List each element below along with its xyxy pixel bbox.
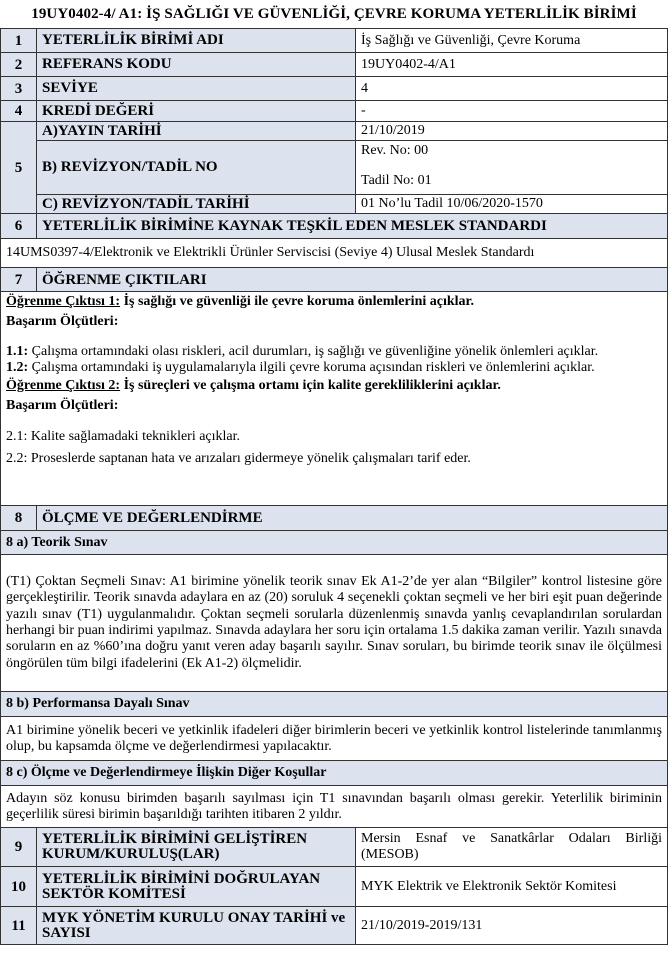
amendment-number: Tadil No: 01	[361, 173, 432, 188]
criterion-2-1: 2.1: Kalite sağlamadaki teknikleri açıklar.	[6, 429, 241, 444]
row-value: 21/10/2019	[356, 122, 668, 141]
row-source-standard-value	[1, 239, 668, 268]
row-label: B) REVİZYON/TADİL NO	[37, 141, 356, 195]
row-other-conditions-title	[1, 761, 668, 786]
row-number: 6	[1, 214, 37, 239]
row-performance-exam-title	[1, 692, 668, 717]
row-value: Mersin Esnaf ve Sanatkârlar Odaları Birliği (MESOB)	[356, 828, 668, 867]
row-value: 01 No’lu Tadil 10/06/2020-1570	[356, 195, 668, 214]
row-number: 2	[1, 53, 37, 77]
row-publication-date	[1, 122, 668, 141]
criterion-2-2: 2.2: Proseslerde saptanan hata ve arızaları gidermeye yönelik çalışmaları tarif eder.	[6, 451, 471, 466]
row-number: 7	[1, 268, 37, 292]
section-heading: ÖĞRENME ÇIKTILARI	[37, 268, 668, 292]
row-value: 21/10/2019-2019/131	[356, 907, 668, 945]
subsection-heading: 8 a) Teorik Sınav	[1, 531, 668, 555]
row-value	[356, 141, 668, 195]
row-other-conditions-text	[1, 786, 668, 828]
criteria-heading: Başarım Ölçütleri:	[6, 398, 119, 413]
source-standard-text: 14UMS0397-4/Elektronik ve Elektrikli Ürünler Serviscisi (Seviye 4) Ulusal Meslek Standardı	[1, 239, 668, 268]
row-performance-exam-text	[1, 717, 668, 761]
row-value: İş Sağlığı ve Güvenliği, Çevre Koruma	[356, 29, 668, 53]
other-conditions-text: Adayın söz konusu birimden başarılı sayılması için T1 sınavından başarılı olması gerekir. Yeterlilik biriminin geçerlilik süresi birimin başarıldığı tarihten itibaren 2 yıldır.	[1, 786, 668, 828]
row-label: A)YAYIN TARİHİ	[37, 122, 356, 141]
row-developer	[1, 828, 668, 867]
row-label: MYK YÖNETİM KURULU ONAY TARİHİ ve SAYISI	[37, 907, 356, 945]
learning-outcomes-content	[1, 292, 668, 506]
row-approval	[1, 907, 668, 945]
row-verifying-committee	[1, 867, 668, 907]
row-number: 11	[1, 907, 37, 945]
subsection-heading: 8 b) Performansa Dayalı Sınav	[1, 692, 668, 717]
criterion-1-1: 1.1: Çalışma ortamındaki olası riskleri, acil durumları, iş sağlığı ve güvenliğine yönelik önlemleri açıklar.	[6, 344, 599, 359]
subsection-heading: 8 c) Ölçme ve Değerlendirmeye İlişkin Diğer Koşullar	[1, 761, 668, 786]
theory-exam-text: (T1) Çoktan Seçmeli Sınav: A1 birimine yönelik teorik sınav Ek A1-2’de yer alan “Bilgiler” kontrol listesine göre gerçekleştirilir. Teorik sınavda adaylara en az (20) soruluk 4 seçenekli çoktan seçmeli ve her biri eşit puan değerinde yazılı sınav (T1) uygulanmalıdır. Çoktan seçmeli sorularla düzenlenmiş sınavda yanlış cevaplandırılan sorulardan herhangi bir puan indirimi yapılmaz. Sınavda adaylara her soru için ortalama 1.5 dakika zaman verilir. Yazılı sınavda soruların en az %60’ına doğru yanıt veren aday başarılı sayılır. Sınav soruları, bu birimde teorik sınav ile ölçülmesi öngörülen tüm bilgi ifadelerini (Ek A1-2) ölçmelidir.	[1, 555, 668, 692]
row-theory-exam-title	[1, 531, 668, 555]
row-number: 5	[1, 122, 37, 214]
section-heading: YETERLİLİK BİRİMİNE KAYNAK TEŞKİL EDEN MESLEK STANDARDI	[37, 214, 668, 239]
section-heading: ÖLÇME VE DEĞERLENDİRME	[37, 506, 668, 531]
row-number: 8	[1, 506, 37, 531]
row-value: MYK Elektrik ve Elektronik Sektör Komitesi	[356, 867, 668, 907]
row-level	[1, 77, 668, 101]
row-number: 3	[1, 77, 37, 101]
qualification-unit-table	[0, 28, 668, 945]
row-source-standard	[1, 214, 668, 239]
learning-outcome-1: Öğrenme Çıktısı 1: İş sağlığı ve güvenliği ile çevre koruma önlemlerini açıklar.	[6, 294, 474, 309]
row-theory-exam-text	[1, 555, 668, 692]
learning-outcome-2: Öğrenme Çıktısı 2: İş süreçleri ve çalışma ortamı için kalite gerekliliklerini açıklar.	[6, 378, 501, 393]
row-reference-code	[1, 53, 668, 77]
row-label: YETERLİLİK BİRİMİNİ GELİŞTİREN KURUM/KURULUŞ(LAR)	[37, 828, 356, 867]
row-label: REFERANS KODU	[37, 53, 356, 77]
document-title: 19UY0402-4/ A1: İŞ SAĞLIĞI VE GÜVENLİĞİ, ÇEVRE KORUMA YETERLİLİK BİRİMİ	[31, 6, 637, 22]
row-number: 4	[1, 101, 37, 122]
row-label: YETERLİLİK BİRİMİ ADI	[37, 29, 356, 53]
row-learning-outcomes	[1, 268, 668, 292]
row-credit	[1, 101, 668, 122]
criterion-1-2: 1.2: Çalışma ortamındaki iş uygulamalarıyla ilgili çevre koruma açısından riskleri ve önlemlerini açıklar.	[6, 360, 595, 375]
row-number: 10	[1, 867, 37, 907]
row-number: 9	[1, 828, 37, 867]
row-revision-no	[1, 141, 668, 195]
row-unit-name	[1, 29, 668, 53]
row-label: YETERLİLİK BİRİMİNİ DOĞRULAYAN SEKTÖR KOMİTESİ	[37, 867, 356, 907]
row-value: -	[356, 101, 668, 122]
performance-exam-text: A1 birimine yönelik beceri ve yetkinlik ifadeleri diğer birimlerin beceri ve yetkinlik kontrol listelerinde tanımlanmış olup, bu kapsamda ölçme ve değerlendirmesi yapılacaktır.	[1, 717, 668, 761]
row-label: SEVİYE	[37, 77, 356, 101]
row-label: KREDİ DEĞERİ	[37, 101, 356, 122]
row-learning-outcomes-content	[1, 292, 668, 506]
revision-number: Rev. No: 00	[361, 143, 429, 158]
row-revision-date	[1, 195, 668, 214]
row-assessment	[1, 506, 668, 531]
row-value: 4	[356, 77, 668, 101]
row-number: 1	[1, 29, 37, 53]
criteria-heading: Başarım Ölçütleri:	[6, 314, 119, 329]
row-value: 19UY0402-4/A1	[356, 53, 668, 77]
row-label: C) REVİZYON/TADİL TARİHİ	[37, 195, 356, 214]
